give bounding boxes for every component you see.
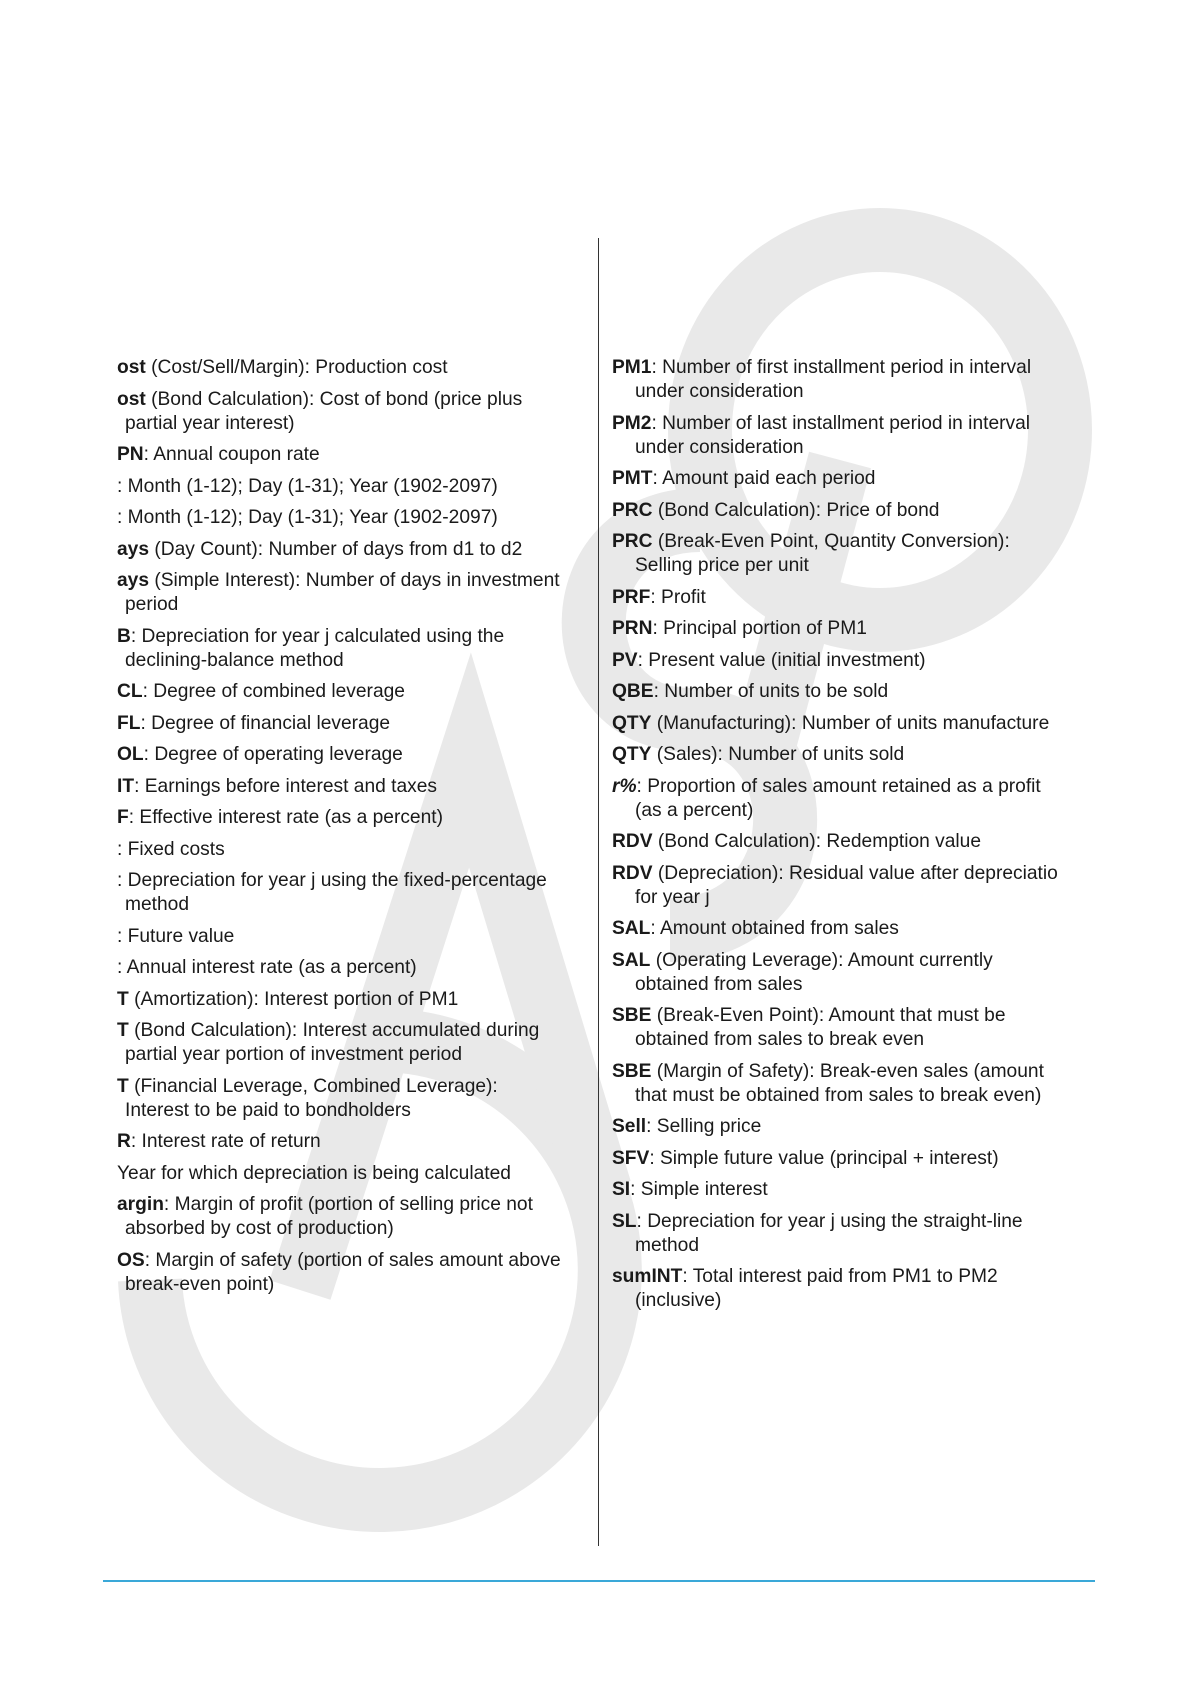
glossary-term: CL [117,681,143,702]
glossary-entry-line [117,1075,587,1099]
glossary-definition: (Manufacturing): Number of units manufacture [651,712,1050,734]
glossary-entry [612,1265,1092,1313]
glossary-definition-continued: Selling price per unit [635,555,809,576]
glossary-definition: (Bond Calculation): Price of bond [652,499,940,521]
right-column [612,356,1092,1321]
glossary-definition-continued: break-even point) [125,1273,275,1295]
glossary-definition: : Selling price [646,1116,762,1137]
glossary-entry-line [117,775,587,799]
glossary-definition: (Bond Calculation): Redemption value [652,831,982,852]
glossary-entry-line [117,806,587,830]
glossary-entry [117,956,587,980]
glossary-definition: : Principal portion of PM1 [652,618,867,639]
glossary-term: PRN [612,618,653,639]
glossary-definition-continued: for year j [635,886,710,908]
glossary-entry [117,475,587,499]
glossary-term: r% [612,775,637,797]
glossary-definition: : Depreciation for year j using the fixed-percentage [117,870,547,891]
glossary-definition: : Depreciation for year j calculated using the [130,625,505,647]
glossary-entry [612,775,1092,823]
glossary-entry-line [612,617,1092,641]
glossary-definition: (Bond Calculation): Interest accumulated during [128,1020,540,1041]
glossary-entry [612,743,1092,767]
glossary-term: sumINT [612,1266,683,1287]
column-divider [598,238,599,1546]
glossary-definition: (Break-Even Point): Amount that must be [651,1005,1006,1026]
glossary-entry-line [117,1019,587,1043]
glossary-entry-line [612,467,1092,491]
glossary-term: T [117,1075,129,1097]
glossary-term: PV [612,649,638,671]
glossary-term: Sell [612,1116,647,1137]
glossary-entry [612,649,1092,673]
glossary-entry-line [117,569,587,593]
glossary-definition: : Degree of financial leverage [140,712,391,734]
glossary-entry-line [117,925,587,949]
glossary-entry-line [117,988,587,1012]
glossary-definition: : Margin of profit (portion of selling price not [163,1194,533,1215]
glossary-definition-continued: under consideration [635,381,804,402]
glossary-term: SL [612,1210,637,1232]
glossary-definition-continued: absorbed by cost of production) [125,1218,394,1239]
glossary-entry [612,412,1092,460]
glossary-definition-continued: method [635,1234,699,1256]
glossary-term: QTY [612,744,652,765]
glossary-definition: : Degree of combined leverage [142,681,405,702]
glossary-entry-line [117,1162,587,1186]
glossary-entry-line [117,538,587,562]
glossary-entry-line [612,1147,1092,1171]
glossary-entry-line [612,775,1092,799]
glossary-entry-line [117,1249,587,1273]
glossary-entry [117,538,587,562]
glossary-entry [117,1193,587,1241]
glossary-term: IT [117,775,135,797]
glossary-entry-line [612,712,1092,736]
glossary-entry-line [117,625,587,649]
glossary-definition: : Earnings before interest and taxes [134,775,437,797]
glossary-entry-line [612,1115,1092,1139]
glossary-entry [117,988,587,1012]
glossary-entry-line [612,530,1092,554]
glossary-definition: : Future value [117,925,235,947]
glossary-entry [612,712,1092,736]
glossary-entry [117,1162,587,1186]
glossary-entry [612,617,1092,641]
glossary-entry [117,569,587,617]
glossary-term: SAL [612,949,651,971]
glossary-definition: (Operating Leverage): Amount currently [650,949,993,971]
glossary-entry [612,830,1092,854]
glossary-term: PRF [612,586,651,608]
glossary-definition: : Simple interest [630,1179,768,1200]
glossary-entry [612,862,1092,910]
glossary-definition: (Cost/Sell/Margin): Production cost [145,357,448,378]
glossary-definition: : Month (1-12); Day (1-31); Year (1902-2097) [117,507,498,528]
glossary-definition: (Simple Interest): Number of days in investment [149,570,560,591]
glossary-entry-line [612,830,1092,854]
glossary-term: ost [117,388,146,410]
glossary-entry [117,775,587,799]
glossary-definition: (Sales): Number of units sold [651,744,905,765]
glossary-entry [612,356,1092,404]
glossary-entry [612,499,1092,523]
glossary-entry [117,506,587,530]
glossary-term: T [117,1020,129,1041]
glossary-definition: : Profit [650,586,706,608]
glossary-term: SBE [612,1005,652,1026]
glossary-entry-line [117,869,587,893]
glossary-entry [117,1130,587,1154]
glossary-entry [612,530,1092,578]
glossary-entry [117,680,587,704]
glossary-definition: : Annual coupon rate [143,444,320,465]
glossary-entry-line [612,1060,1092,1084]
glossary-entry-line [612,1178,1092,1202]
glossary-entry-line [117,506,587,530]
glossary-entry [117,625,587,673]
glossary-definition-continued: obtained from sales [635,973,803,995]
glossary-term: QTY [612,712,652,734]
glossary-term: OS [117,1249,145,1271]
glossary-entry [117,869,587,917]
glossary-definition: (Depreciation): Residual value after depreciatio [652,862,1058,884]
glossary-term: SI [612,1179,631,1200]
glossary-entry [117,806,587,830]
glossary-definition: : Interest rate of return [130,1131,321,1152]
glossary-term: SFV [612,1147,650,1169]
glossary-entry-line [117,712,587,736]
glossary-definition: : Proportion of sales amount retained as a profit [636,775,1041,797]
glossary-term: SBE [612,1060,652,1082]
glossary-entry [117,925,587,949]
glossary-term: PMT [612,468,653,489]
glossary-entry-line [117,356,587,380]
glossary-definition: : Annual interest rate (as a percent) [117,957,417,978]
glossary-term: argin [117,1194,164,1215]
glossary-term: ays [117,538,150,560]
glossary-definition: : Number of last installment period in interval [651,412,1031,434]
glossary-definition: (Amortization): Interest portion of PM1 [128,988,459,1010]
glossary-definition-continued: declining-balance method [125,649,344,671]
glossary-entry-line [612,949,1092,973]
glossary-entry-line [612,649,1092,673]
glossary-entry-line [612,680,1092,704]
left-column [117,356,587,1304]
glossary-entry [117,1249,587,1297]
glossary-entry [117,838,587,862]
glossary-definition-continued: obtained from sales to break even [635,1029,925,1050]
glossary-entry-line [612,1210,1092,1234]
glossary-entry-line [117,388,587,412]
glossary-definition-continued: partial year interest) [125,412,295,434]
glossary-definition: : Amount paid each period [652,468,876,489]
glossary-definition: (Financial Leverage, Combined Leverage): [128,1075,498,1097]
glossary-definition-continued: period [125,594,179,615]
glossary-entry-line [117,1193,587,1217]
glossary-definition: : Amount obtained from sales [650,918,899,939]
glossary-term: B [117,625,131,647]
glossary-entry [612,1147,1092,1171]
glossary-entry [612,467,1092,491]
glossary-term: PM1 [612,357,652,378]
glossary-entry-line [117,838,587,862]
glossary-entry [612,917,1092,941]
glossary-term: OL [117,744,144,765]
glossary-definition: : Depreciation for year j using the straight-line [636,1210,1023,1232]
glossary-definition: (Margin of Safety): Break-even sales (amount [651,1060,1044,1082]
glossary-term: PRC [612,499,653,521]
glossary-entry [612,1115,1092,1139]
glossary-term: F [117,807,129,828]
glossary-entry-line [117,680,587,704]
glossary-term: PM2 [612,412,652,434]
glossary-term: ost [117,357,146,378]
glossary-term: QBE [612,681,654,702]
glossary-entry [612,1210,1092,1258]
glossary-entry-line [117,443,587,467]
glossary-entry-line [117,956,587,980]
glossary-term: ays [117,570,150,591]
glossary-entry-line [612,917,1092,941]
glossary-definition-continued: (inclusive) [635,1290,722,1311]
glossary-entry-line [612,356,1092,380]
glossary-definition-continued: under consideration [635,436,804,458]
glossary-definition: : Total interest paid from PM1 to PM2 [682,1266,998,1287]
glossary-entry-line [612,1265,1092,1289]
glossary-definition: : Degree of operating leverage [143,744,403,765]
glossary-entry [612,1178,1092,1202]
glossary-definition: : Month (1-12); Day (1-31); Year (1902-2097) [117,475,498,497]
glossary-entry [117,1075,587,1123]
glossary-entry [117,443,587,467]
glossary-entry [117,388,587,436]
glossary-entry-line [612,412,1092,436]
glossary-entry [612,949,1092,997]
glossary-entry [612,586,1092,610]
glossary-term: FL [117,712,141,734]
glossary-entry [612,1060,1092,1108]
glossary-term: PRC [612,531,653,552]
glossary-term: SAL [612,918,651,939]
glossary-entry-line [117,475,587,499]
glossary-definition-continued: Interest to be paid to bondholders [125,1099,411,1121]
glossary-definition: : Margin of safety (portion of sales amount above [144,1249,561,1271]
glossary-entry-line [612,1004,1092,1028]
glossary-term: PN [117,444,144,465]
glossary-definition: : Number of first installment period in interval [651,357,1032,378]
glossary-entry-line [117,743,587,767]
glossary-term: R [117,1131,131,1152]
glossary-entry [117,356,587,380]
glossary-entry [117,1019,587,1067]
glossary-entry-line [612,743,1092,767]
glossary-definition: (Day Count): Number of days from d1 to d2 [149,538,523,560]
glossary-term: T [117,988,129,1010]
glossary-definition-continued: partial year portion of investment period [125,1044,463,1065]
glossary-definition-continued: that must be obtained from sales to break even) [635,1084,1042,1106]
glossary-entry [117,712,587,736]
glossary-definition: : Present value (initial investment) [637,649,926,671]
glossary-entry-line [117,1130,587,1154]
footer-rule [103,1580,1095,1582]
glossary-definition: Year for which depreciation is being calculated [117,1162,511,1184]
glossary-definition: : Effective interest rate (as a percent) [128,807,443,828]
glossary-entry-line [612,586,1092,610]
glossary-definition: (Break-Even Point, Quantity Conversion): [652,531,1010,552]
glossary-definition: : Fixed costs [117,838,225,860]
glossary-term: RDV [612,831,653,852]
glossary-entry-line [612,499,1092,523]
glossary-definition: : Number of units to be sold [653,681,889,702]
glossary-definition: (Bond Calculation): Cost of bond (price plus [145,388,523,410]
glossary-definition: : Simple future value (principal + interest) [649,1147,999,1169]
glossary-entry-line [612,862,1092,886]
glossary-definition-continued: (as a percent) [635,799,754,821]
glossary-term: RDV [612,862,653,884]
glossary-definition-continued: method [125,894,189,915]
glossary-entry [117,743,587,767]
glossary-entry [612,680,1092,704]
glossary-entry [612,1004,1092,1052]
